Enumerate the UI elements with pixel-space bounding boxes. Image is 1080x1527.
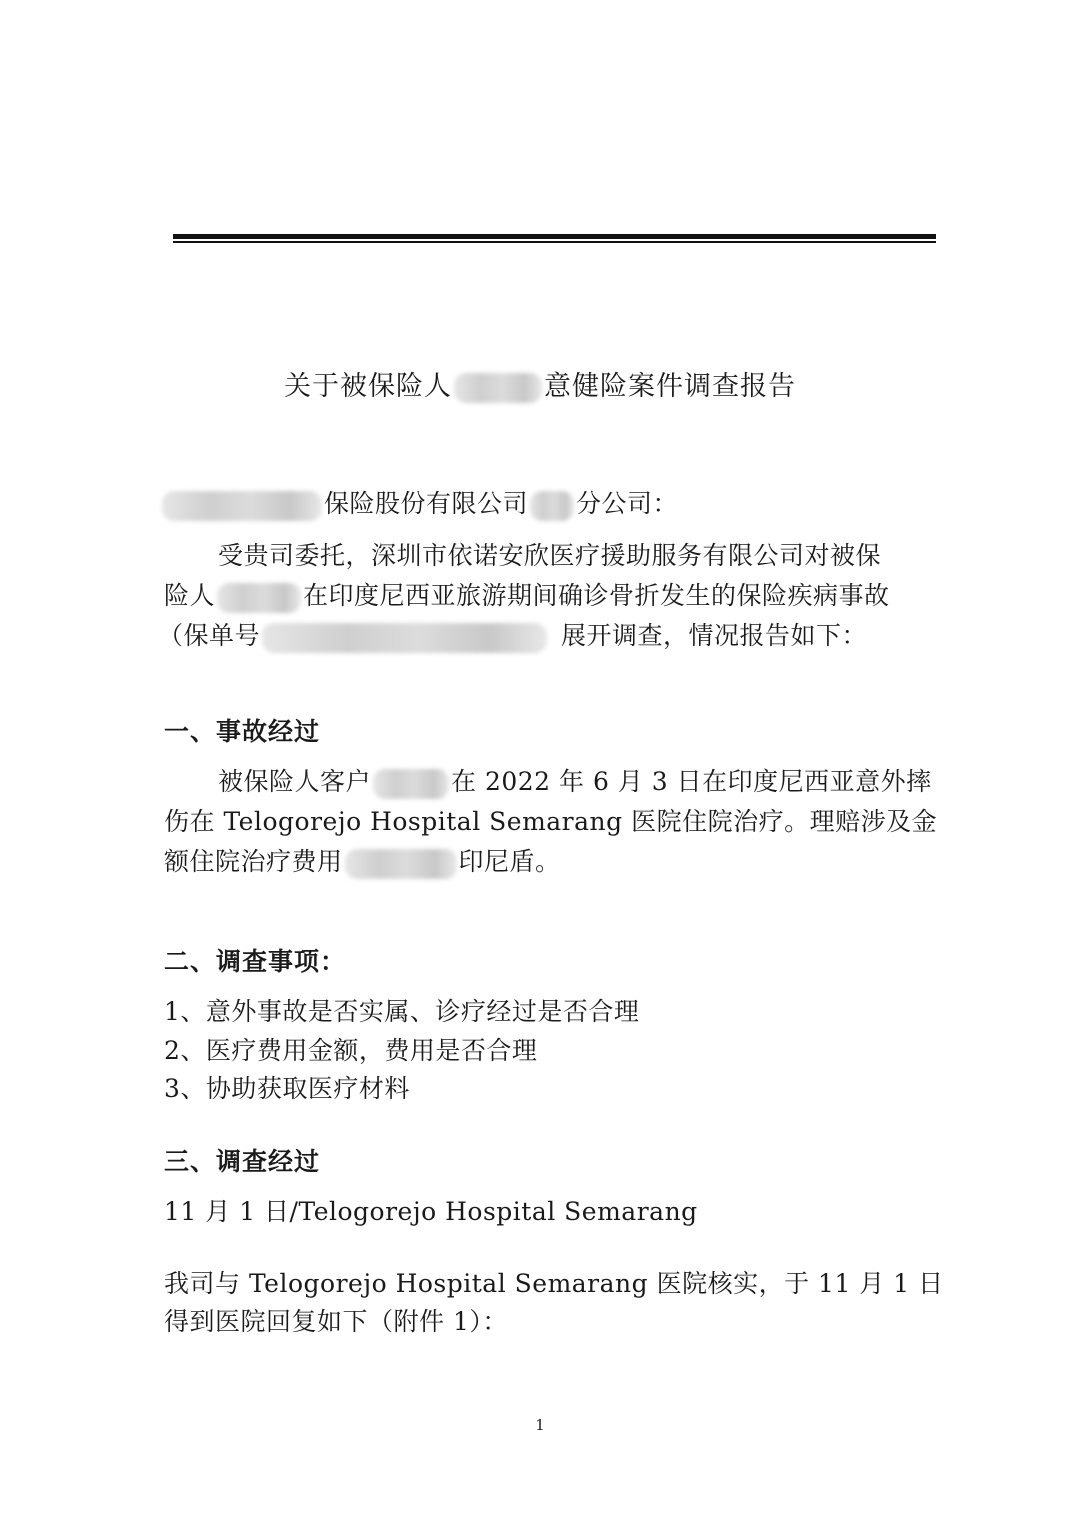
section3-heading: 三、调查经过 bbox=[164, 1147, 321, 1176]
addressee-text-b: 分公司： bbox=[576, 489, 679, 518]
section1-heading: 一、事故经过 bbox=[164, 717, 321, 746]
intro-line3-b: 展开调查，情况报告如下： bbox=[561, 621, 868, 650]
section3-para-line-2: 得到医院回复如下（附件 1）： bbox=[164, 1307, 508, 1336]
intro-line-3 bbox=[158, 616, 867, 653]
redacted-customer-name bbox=[373, 769, 449, 799]
title-prefix: 关于被保险人 bbox=[284, 371, 452, 402]
section2-item-3: 3、协助获取医疗材料 bbox=[164, 1074, 410, 1103]
redacted-company-name bbox=[162, 491, 322, 521]
addressee-text-a: 保险股份有限公司 bbox=[324, 489, 529, 518]
section1-line1-b: 在 2022 年 6 月 3 日在印度尼西亚意外摔 bbox=[451, 767, 932, 796]
redacted-insured-name bbox=[217, 583, 301, 613]
section1-line-3 bbox=[164, 842, 561, 879]
redacted-policy-number bbox=[262, 623, 547, 653]
section1-line-2: 伤在 Telogorejo Hospital Semarang 医院住院治疗。理赔涉及金 bbox=[164, 807, 938, 836]
header-rule-thick bbox=[173, 234, 936, 239]
section2-item-2: 2、医疗费用金额，费用是否合理 bbox=[164, 1036, 538, 1065]
section2-heading: 二、调查事项： bbox=[164, 947, 347, 976]
section1-line3-a: 额住院治疗费用 bbox=[164, 847, 343, 876]
section3-date-line: 11 月 1 日/Telogorejo Hospital Semarang bbox=[164, 1197, 698, 1226]
section1-line3-b: 印尼盾。 bbox=[458, 847, 561, 876]
redacted-insured-name bbox=[454, 373, 542, 403]
addressee-line bbox=[160, 484, 678, 521]
redacted-branch-name bbox=[530, 491, 574, 521]
intro-line2-b: 在印度尼西亚旅游期间确诊骨折发生的保险疾病事故 bbox=[303, 581, 890, 610]
report-title bbox=[0, 364, 1080, 403]
intro-line3-a: （保单号 bbox=[158, 621, 261, 650]
intro-line2-a: 险人 bbox=[164, 581, 216, 610]
section2-item-1: 1、意外事故是否实属、诊疗经过是否合理 bbox=[164, 997, 640, 1026]
section1-line1-a: 被保险人客户 bbox=[218, 767, 372, 796]
intro-line-1: 受贵司委托，深圳市依诺安欣医疗援助服务有限公司对被保 bbox=[218, 541, 882, 570]
header-rule-thin bbox=[173, 241, 936, 243]
section1-line-1 bbox=[218, 762, 932, 799]
page-number: 1 bbox=[535, 1416, 545, 1434]
title-suffix: 意健险案件调查报告 bbox=[544, 371, 796, 402]
redacted-amount bbox=[345, 849, 457, 879]
intro-line-2 bbox=[164, 576, 890, 613]
section3-para-line-1: 我司与 Telogorejo Hospital Semarang 医院核实，于 11 月 1 日 bbox=[164, 1269, 944, 1298]
